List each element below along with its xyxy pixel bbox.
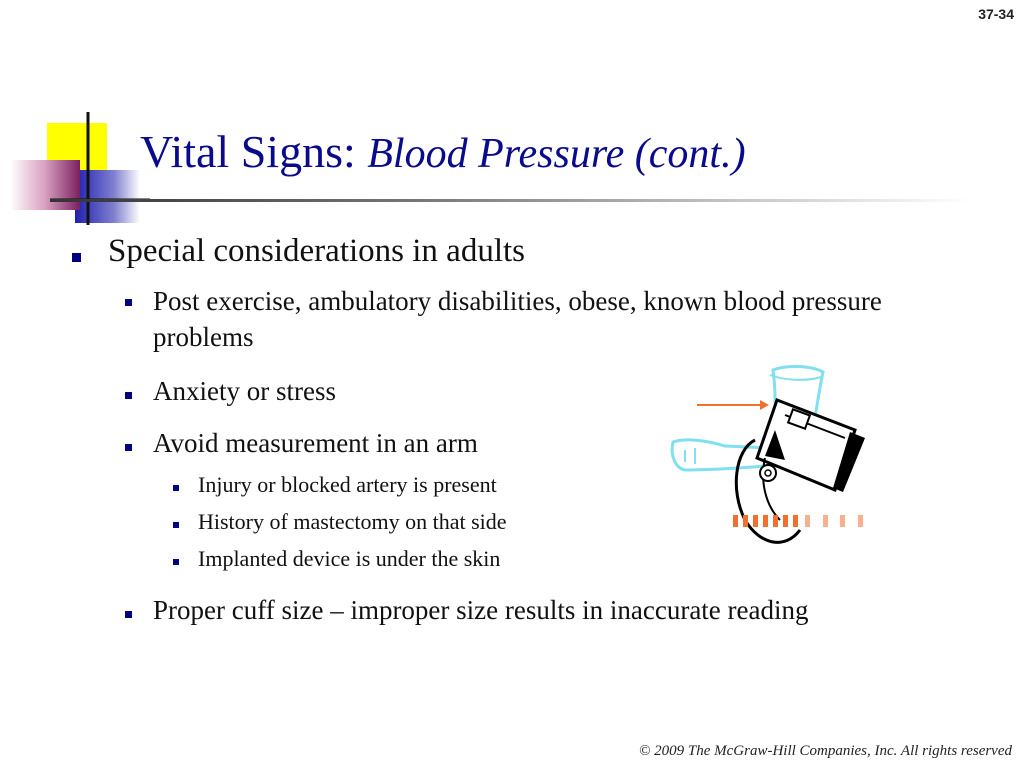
square-bullet-icon [125,444,132,451]
copyright-notice: © 2009 The McGraw-Hill Companies, Inc. All rights reserved [638,743,1012,759]
bullet-mastectomy: History of mastectomy on that side [198,509,507,534]
blood-pressure-cuff-clipart [665,360,875,555]
bullet-special-considerations: Special considerations in adults [108,233,525,269]
bullet-avoid-arm: Avoid measurement in an arm [153,428,478,458]
bullet-implanted-device: Implanted device is under the skin [198,546,501,571]
square-bullet-icon [173,485,179,491]
square-bullet-icon [125,392,132,399]
title-subtitle: Blood Pressure (cont.) [367,131,746,177]
bullet-cuff-size: Proper cuff size – improper size results in inaccurate reading [153,595,809,625]
square-bullet-icon [72,253,81,262]
slide-number: 37-34 [978,6,1014,22]
title-main: Vital Signs: [140,126,356,177]
bullet-anxiety: Anxiety or stress [153,376,336,406]
square-bullet-icon [173,559,179,565]
square-bullet-icon [173,522,179,528]
bullet-post-exercise: Post exercise, ambulatory disabilities, obese, known blood pressure problems [153,286,882,352]
bullet-injury: Injury or blocked artery is present [198,472,497,497]
square-bullet-icon [125,299,132,306]
square-bullet-icon [125,611,132,618]
